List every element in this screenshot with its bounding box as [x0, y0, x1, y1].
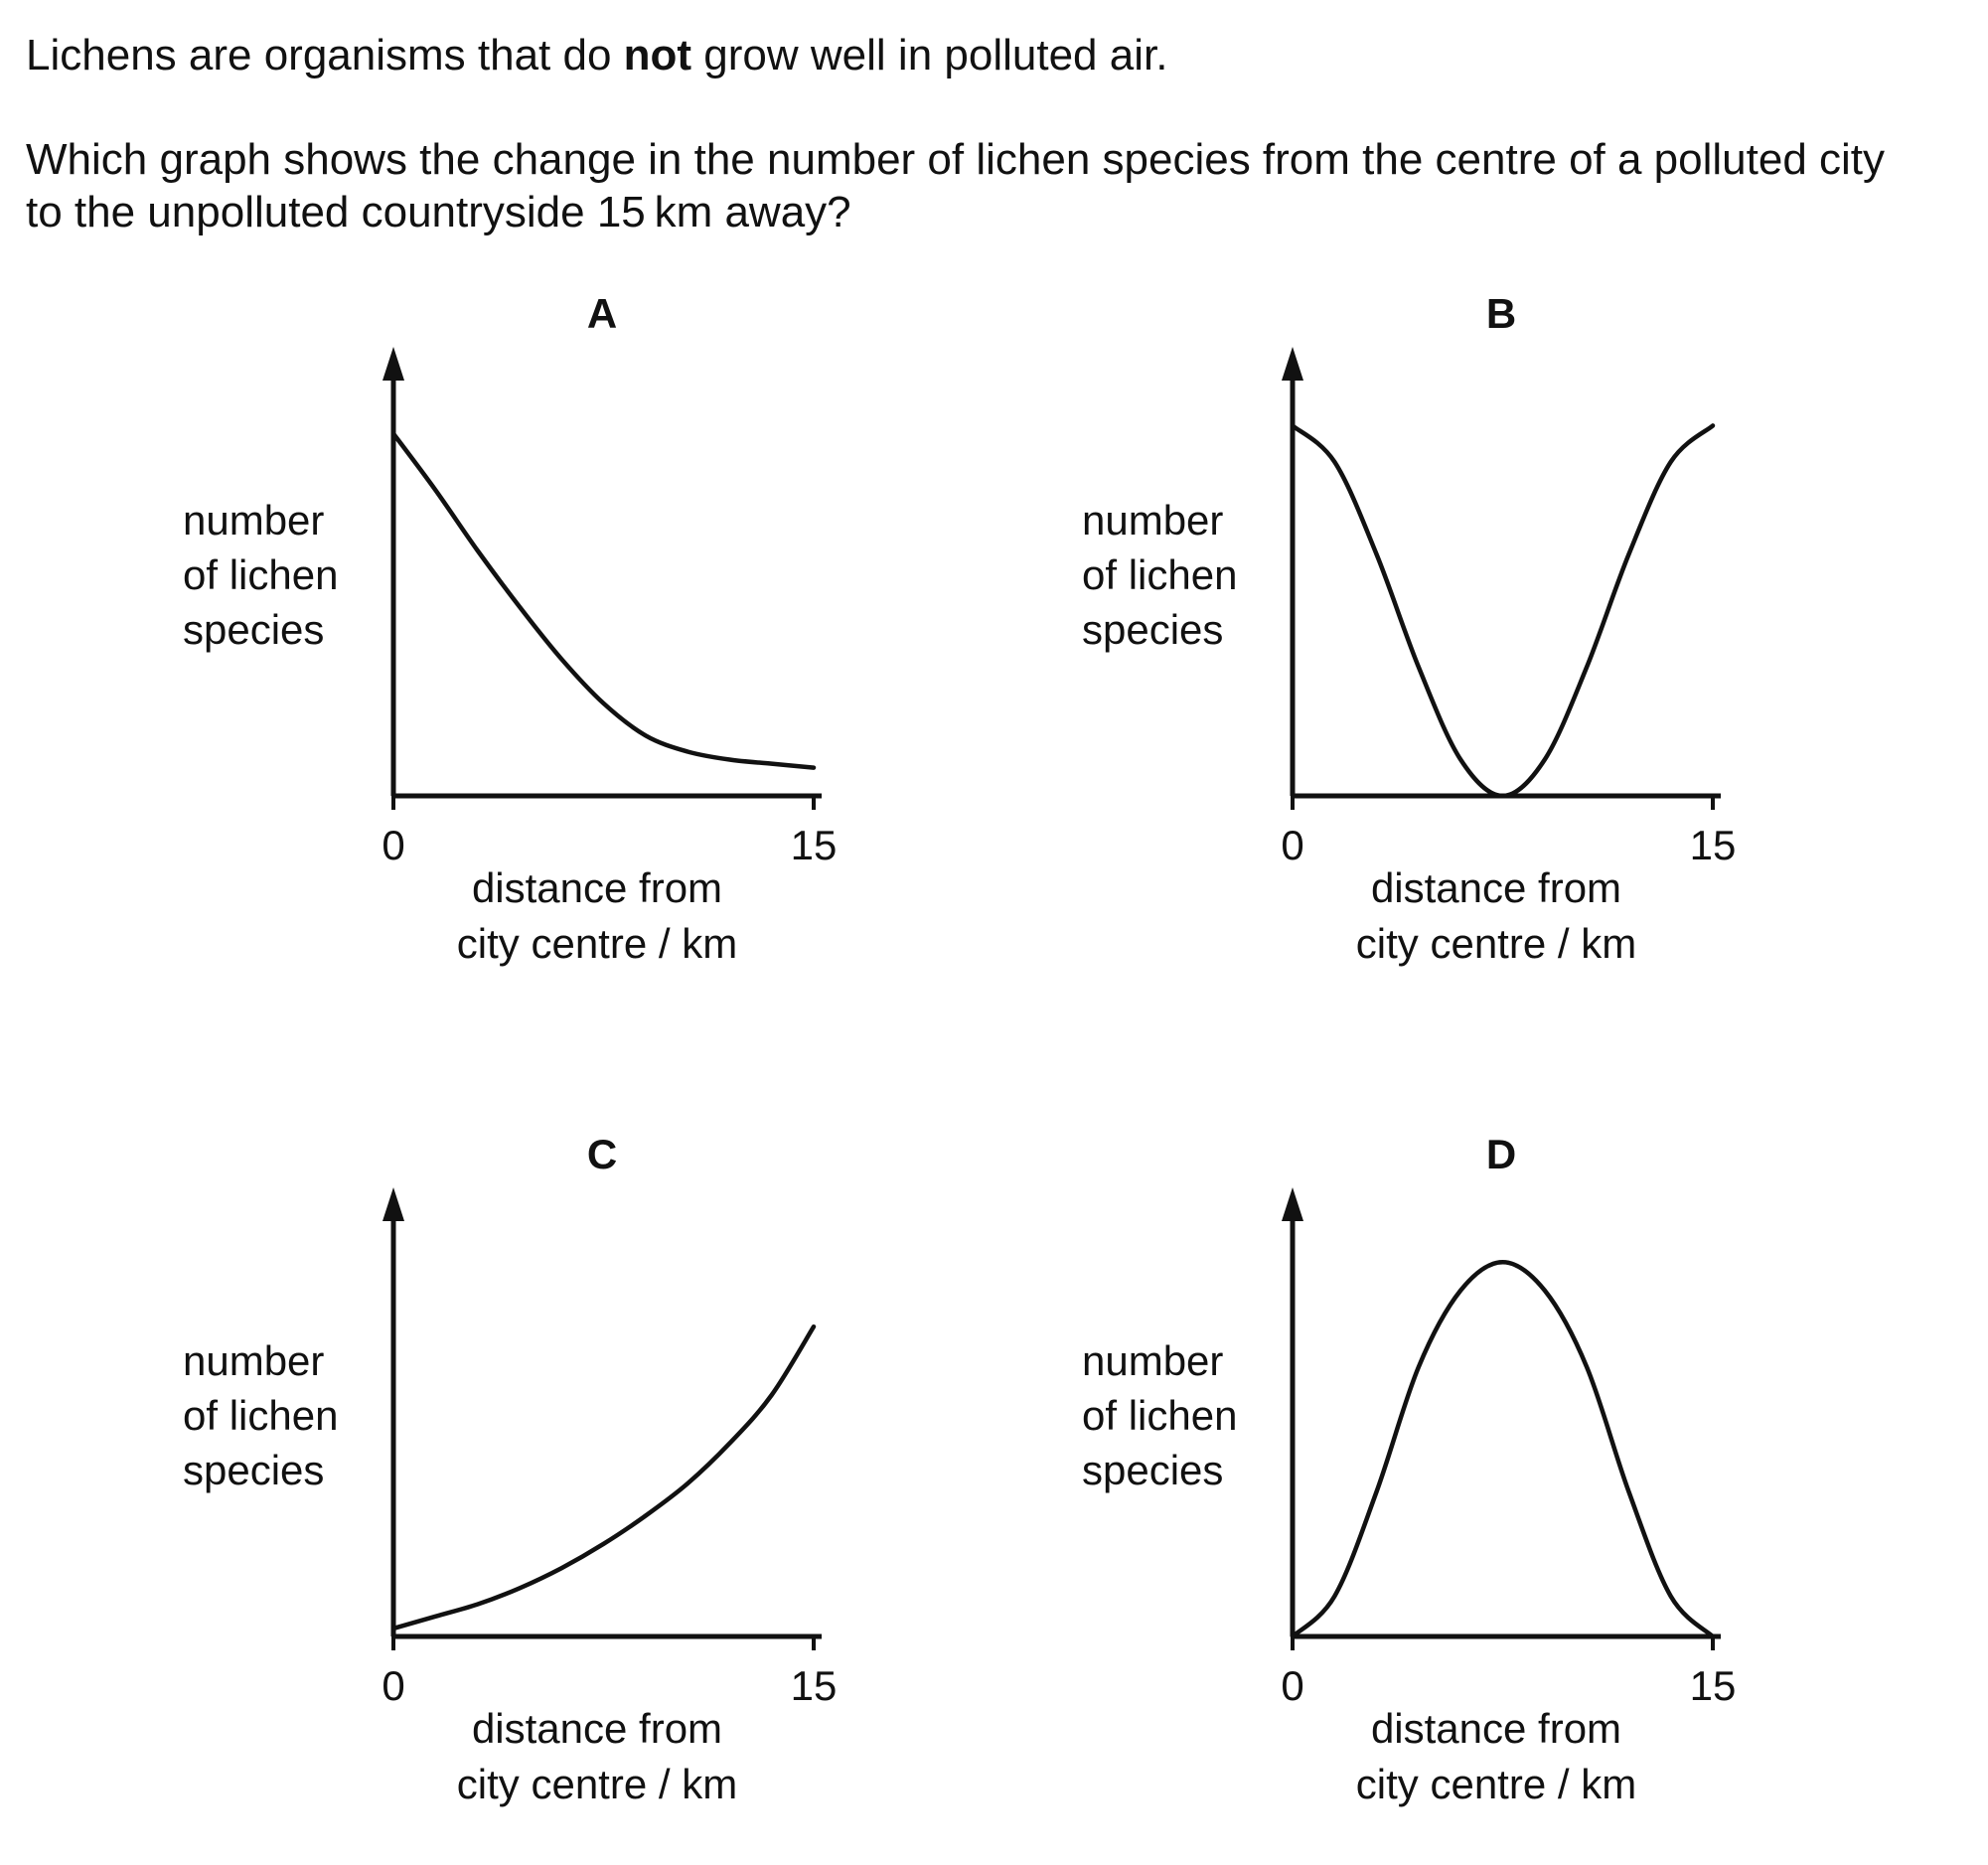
intro-before: Lichens are organisms that do — [26, 31, 624, 79]
y-axis-label: species — [183, 606, 325, 653]
x-axis-label: distance from — [471, 1705, 723, 1752]
chart-title: A — [586, 290, 618, 337]
y-axis-arrow-icon — [382, 347, 404, 381]
y-axis-arrow-icon — [1282, 347, 1303, 381]
question-line-3: to the unpolluted countryside 15 km away? — [26, 188, 851, 236]
intro-after: grow well in polluted air. — [691, 31, 1168, 79]
y-axis-label: number — [1082, 1337, 1224, 1384]
chart-title: C — [586, 1131, 618, 1177]
y-axis-arrow-icon — [382, 1187, 404, 1221]
y-axis-label: species — [1082, 1447, 1224, 1493]
chart-title: B — [1485, 290, 1517, 337]
chart-b — [1082, 290, 1736, 967]
y-axis-label: species — [1082, 606, 1224, 653]
x-tick-label: 15 — [1689, 822, 1737, 868]
x-axis-label: distance from — [471, 864, 723, 911]
x-tick-label: 15 — [790, 822, 838, 868]
series-line — [1293, 1262, 1713, 1636]
y-axis-label: of lichen — [1082, 1392, 1238, 1439]
x-tick-label: 0 — [1281, 822, 1304, 868]
y-axis-label: of lichen — [183, 1392, 339, 1439]
series-line — [393, 1326, 814, 1629]
x-axis-label: city centre / km — [456, 920, 738, 967]
intro-bold: not — [623, 31, 692, 79]
y-axis-label: of lichen — [1082, 551, 1238, 598]
x-tick-label: 0 — [382, 1662, 405, 1709]
x-axis-label: city centre / km — [456, 1761, 738, 1807]
chart-d — [1082, 1131, 1736, 1807]
x-tick-label: 0 — [1281, 1662, 1304, 1709]
y-axis-label: of lichen — [183, 551, 339, 598]
question-line-2: Which graph shows the change in the number of lichen species from the centre of a polluted city — [26, 135, 1886, 184]
y-axis-label: number — [1082, 497, 1224, 544]
y-axis-arrow-icon — [1282, 1187, 1303, 1221]
chart-a — [183, 290, 837, 967]
x-axis-label: distance from — [1370, 864, 1622, 911]
y-axis-label: number — [183, 497, 325, 544]
y-axis-label: number — [183, 1337, 325, 1384]
chart-c — [183, 1131, 837, 1807]
series-line — [1293, 425, 1713, 796]
y-axis-label: species — [183, 1447, 325, 1493]
x-axis-label: city centre / km — [1355, 1761, 1637, 1807]
chart-title: D — [1485, 1131, 1517, 1177]
x-tick-label: 15 — [1689, 1662, 1737, 1709]
x-tick-label: 15 — [790, 1662, 838, 1709]
x-tick-label: 0 — [382, 822, 405, 868]
x-axis-label: city centre / km — [1355, 920, 1637, 967]
series-line — [393, 434, 814, 768]
x-axis-label: distance from — [1370, 1705, 1622, 1752]
